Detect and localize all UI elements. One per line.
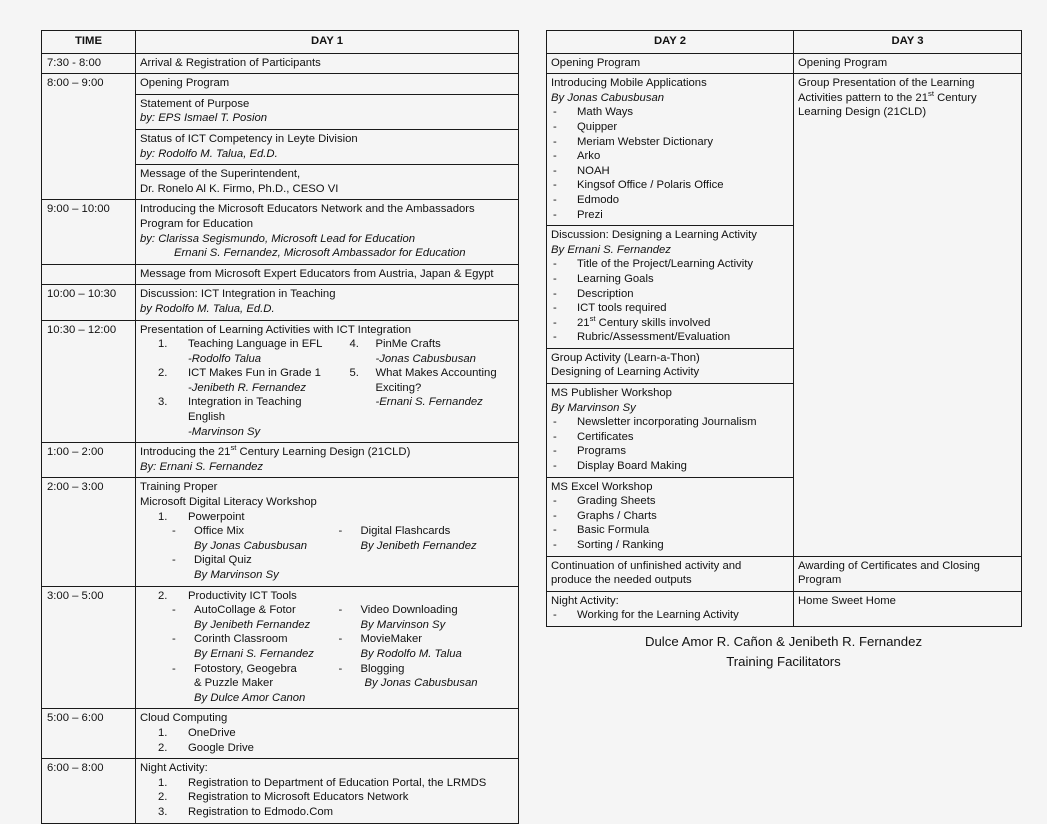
table-row <box>42 200 519 264</box>
activity-line: Presentation of Learning Activities with ICT Integration <box>140 323 412 336</box>
list-item <box>551 608 789 623</box>
list-item <box>551 149 789 164</box>
list-marker-dash: - <box>338 633 343 646</box>
list-text: ICT Makes Fun in Grade 1 <box>188 367 321 380</box>
two-column-group <box>140 524 514 582</box>
list-text: Description <box>577 287 634 300</box>
table-header-row <box>42 31 519 54</box>
activity-line: Microsoft Digital Literacy Workshop <box>140 496 317 509</box>
table-row <box>42 74 519 95</box>
list-item <box>140 790 514 805</box>
list-marker: 3. <box>158 396 168 409</box>
activity-text-pre: Activities pattern to the 21 <box>798 91 928 104</box>
list-item <box>551 301 789 316</box>
activity-cell <box>136 285 519 320</box>
activity-cell <box>136 478 519 586</box>
activity-cell <box>547 226 794 349</box>
list-text: Newsletter incorporating Journalism <box>577 416 757 429</box>
list-item-author: By Jonas Cabusbusan <box>364 677 478 690</box>
time-cell: 3:00 – 5:00 <box>42 586 136 709</box>
list-item <box>140 510 514 525</box>
list-item <box>551 313 789 331</box>
list-text: Registration to Microsoft Educators Network <box>188 791 409 804</box>
list-marker: 3. <box>158 805 168 818</box>
table-row <box>42 443 519 478</box>
activity-cell <box>136 264 519 285</box>
list-item <box>551 120 789 135</box>
activity-author: Ernani S. Fernandez, Microsoft Ambassador for Education <box>174 247 466 260</box>
column-right <box>334 524 514 553</box>
list-text: Quipper <box>577 120 618 133</box>
list-text: Prezi <box>577 208 603 221</box>
list-text: Digital Quiz <box>194 554 252 567</box>
list-item-author: By Marvinson Sy <box>194 569 279 581</box>
activity-cell <box>794 591 1022 626</box>
activity-line: Home Sweet Home <box>798 594 896 607</box>
list-text: MovieMaker <box>360 633 422 646</box>
list-text: Corinth Classroom <box>194 633 288 646</box>
table-row <box>547 74 1022 226</box>
list-item <box>551 430 789 445</box>
activity-line: Opening Program <box>798 56 888 69</box>
column-header-day1: DAY 1 <box>136 31 519 54</box>
list-item-author: By Rodolfo M. Talua <box>360 647 462 660</box>
list-item <box>551 272 789 287</box>
list-item-author: By Jonas Cabusbusan <box>194 539 308 552</box>
list-marker-dash: - <box>553 609 557 622</box>
list-marker-dash: - <box>553 316 557 329</box>
list-item <box>551 135 789 150</box>
list-item <box>334 662 514 677</box>
activity-cell <box>547 348 794 383</box>
column-header-time: TIME <box>42 31 136 54</box>
activity-cell <box>136 74 519 95</box>
activity-line: MS Publisher Workshop <box>551 387 672 400</box>
column-header-day2: DAY 2 <box>547 31 794 54</box>
activity-line: Discussion: Designing a Learning Activity <box>551 229 757 242</box>
activity-cell <box>136 759 519 823</box>
list-item <box>140 337 349 352</box>
activity-author: by: Rodolfo M. Talua, Ed.D. <box>140 147 278 160</box>
activity-author: by: Clarissa Segismundo, Microsoft Lead for Education <box>140 232 416 245</box>
list-marker: 2. <box>158 589 168 602</box>
activity-author: by Rodolfo M. Talua, Ed.D. <box>140 302 275 315</box>
list-item-author: -Ernani S. Fernandez <box>375 396 483 409</box>
list-item <box>140 662 334 677</box>
activity-cell <box>547 477 794 556</box>
list-marker-dash: - <box>553 331 557 344</box>
list-item <box>551 257 789 272</box>
column-left <box>140 337 349 439</box>
list-text: Math Ways <box>577 106 634 119</box>
activity-line: Opening Program <box>140 77 230 90</box>
list-marker-dash: - <box>172 554 176 567</box>
list-text: What Makes Accounting <box>375 367 497 380</box>
activity-line: Introducing Mobile Applications <box>551 77 707 90</box>
two-column-group <box>140 337 514 439</box>
activity-cell <box>547 556 794 591</box>
list-marker-dash: - <box>338 525 343 538</box>
two-column-group <box>140 603 514 705</box>
list-marker: 4. <box>349 338 359 351</box>
list-text: Fotostory, Geogebra <box>194 662 297 675</box>
list-text: PinMe Crafts <box>375 338 441 351</box>
list-item-author: By Jenibeth Fernandez <box>194 618 311 631</box>
time-cell: 10:30 – 12:00 <box>42 320 136 443</box>
activity-cell <box>794 556 1022 591</box>
list-item <box>140 776 514 791</box>
table-row <box>42 478 519 586</box>
activity-author: By Jonas Cabusbusan <box>551 91 665 104</box>
activity-text-pre: Introducing the 21 <box>140 446 231 459</box>
facilitator-role: Training Facilitators <box>726 654 841 669</box>
activity-cell <box>136 200 519 264</box>
day1-schedule-table <box>41 30 519 824</box>
list-text: Display Board Making <box>577 460 687 473</box>
activity-line: Awarding of Certificates and Closing <box>798 559 980 572</box>
list-marker-dash: - <box>553 524 557 537</box>
numbered-list <box>349 337 514 410</box>
list-text-continued: English <box>188 411 226 424</box>
list-text: Integration in Teaching <box>188 396 302 409</box>
activity-line: Dr. Ronelo Al K. Firmo, Ph.D., CESO VI <box>140 182 339 195</box>
list-item <box>551 509 789 524</box>
list-item <box>551 459 789 474</box>
list-marker: 1. <box>158 338 168 351</box>
list-item-author: -Jonas Cabusbusan <box>375 352 476 365</box>
table-row <box>547 556 1022 591</box>
list-item-author: -Marvinson Sy <box>188 425 261 438</box>
list-text: Grading Sheets <box>577 495 656 508</box>
list-text-continued: Exciting? <box>375 381 422 394</box>
list-marker-dash: - <box>553 302 557 315</box>
list-text: Video Downloading <box>360 604 458 617</box>
list-item <box>140 805 514 820</box>
list-text: OneDrive <box>188 726 236 739</box>
list-item-author: -Rodolfo Talua <box>188 352 262 365</box>
day2-day3-schedule-table <box>546 30 1022 627</box>
list-marker-dash: - <box>553 416 557 429</box>
activity-line: Statement of Purpose <box>140 97 250 110</box>
list-text: Digital Flashcards <box>360 525 451 538</box>
list-marker-dash: - <box>553 164 557 177</box>
list-item <box>551 164 789 179</box>
list-item <box>140 366 349 381</box>
list-text: Certificates <box>577 430 634 443</box>
column-left <box>140 603 334 705</box>
table-row <box>547 591 1022 626</box>
list-marker-dash: - <box>172 633 176 646</box>
activity-line: MS Excel Workshop <box>551 480 653 493</box>
list-item <box>140 553 334 568</box>
list-text: Office Mix <box>194 525 245 538</box>
list-item-author: By Dulce Amor Canon <box>194 691 306 704</box>
list-marker-dash: - <box>172 604 176 617</box>
list-item <box>140 741 514 756</box>
time-cell <box>42 264 136 285</box>
list-marker-dash: - <box>553 272 557 285</box>
list-item <box>551 538 789 553</box>
list-item-author: By Ernani S. Fernandez <box>194 647 314 660</box>
column-right <box>334 603 514 691</box>
list-item <box>140 632 334 647</box>
list-marker-dash: - <box>553 150 557 163</box>
list-item <box>551 523 789 538</box>
list-marker-dash: - <box>338 662 343 675</box>
time-cell: 9:00 – 10:00 <box>42 200 136 264</box>
activity-cell <box>136 53 519 74</box>
list-item <box>551 193 789 208</box>
activity-cell <box>136 709 519 759</box>
ordinal-suffix: st <box>928 89 934 99</box>
list-marker-dash: - <box>553 495 557 508</box>
time-cell: 10:00 – 10:30 <box>42 285 136 320</box>
time-cell: 2:00 – 3:00 <box>42 478 136 586</box>
table-row <box>42 53 519 74</box>
activity-line: Learning Design (21CLD) <box>798 106 927 119</box>
list-marker-dash: - <box>172 662 176 675</box>
activity-line: Program <box>798 574 842 587</box>
list-marker: 5. <box>349 367 359 380</box>
list-marker-dash: - <box>553 460 557 473</box>
list-item-author: -Jenibeth R. Fernandez <box>188 381 307 394</box>
activity-cell <box>136 165 519 200</box>
list-text: Title of the Project/Learning Activity <box>577 258 754 271</box>
list-item <box>551 208 789 223</box>
list-marker: 1. <box>158 776 168 789</box>
activity-line: Group Activity (Learn-a-Thon) <box>551 351 700 364</box>
activity-cell <box>136 94 519 129</box>
activity-line: Group Presentation of the Learning <box>798 77 975 90</box>
list-text <box>577 313 789 331</box>
list-text: Meriam Webster Dictionary <box>577 135 714 148</box>
list-marker-dash: - <box>553 539 557 551</box>
list-text: Google Drive <box>188 741 254 754</box>
time-cell: 1:00 – 2:00 <box>42 443 136 478</box>
activity-cell <box>794 53 1022 74</box>
list-marker-dash: - <box>553 193 557 206</box>
activity-cell <box>547 591 794 626</box>
time-cell: 5:00 – 6:00 <box>42 709 136 759</box>
table-row <box>42 759 519 823</box>
column-left <box>140 524 334 582</box>
list-text: Learning Goals <box>577 272 654 285</box>
activity-line: Introducing the Microsoft Educators Network and the Ambassadors <box>140 203 475 216</box>
list-text-pre: 21 <box>577 316 590 329</box>
list-marker-dash: - <box>553 106 557 119</box>
list-text: Working for the Learning Activity <box>577 609 739 622</box>
list-item-author: By Jenibeth Fernandez <box>360 539 477 552</box>
list-marker-dash: - <box>553 135 557 148</box>
list-marker-dash: - <box>553 509 557 522</box>
ordinal-suffix: st <box>589 313 596 323</box>
activity-cell <box>547 53 794 74</box>
activity-line: Night Activity: <box>140 762 208 775</box>
activity-author: By Ernani S. Fernandez <box>551 243 671 256</box>
table-row <box>42 709 519 759</box>
list-text: Basic Formula <box>577 524 650 537</box>
list-item <box>334 603 514 618</box>
list-item <box>551 494 789 509</box>
list-marker-dash: - <box>553 445 557 458</box>
activity-text-post: Century Learning Design (21CLD) <box>236 446 411 459</box>
activity-cell <box>547 384 794 478</box>
column-right <box>349 337 514 410</box>
activity-line: Status of ICT Competency in Leyte Division <box>140 132 358 145</box>
activity-text-post: Century <box>933 91 977 104</box>
list-marker: 2. <box>158 791 168 804</box>
activity-cell <box>136 129 519 164</box>
list-marker-dash: - <box>172 525 176 538</box>
time-cell: 7:30 - 8:00 <box>42 53 136 74</box>
ordinal-suffix: st <box>230 443 237 453</box>
list-marker: 2. <box>158 367 168 380</box>
activity-cell <box>794 74 1022 556</box>
list-text: Programs <box>577 445 626 458</box>
table-row <box>42 285 519 320</box>
list-item <box>334 524 514 539</box>
list-item <box>551 415 789 430</box>
list-item <box>349 366 514 381</box>
activity-cell <box>136 586 519 709</box>
list-item <box>140 589 514 604</box>
list-item <box>551 105 789 120</box>
activity-author: By Marvinson Sy <box>551 401 636 414</box>
activity-cell <box>547 74 794 226</box>
list-item <box>551 330 789 345</box>
numbered-list <box>140 337 349 439</box>
list-item <box>349 337 514 352</box>
list-marker-dash: - <box>553 430 557 443</box>
list-text: Teaching Language in EFL <box>188 338 323 351</box>
list-text: Registration to Edmodo.Com <box>188 805 334 818</box>
activity-cell <box>136 443 519 478</box>
activity-line: produce the needed outputs <box>551 574 692 587</box>
activity-line <box>798 91 1017 106</box>
activity-line: Continuation of unfinished activity and <box>551 559 742 572</box>
list-text: Arko <box>577 150 601 163</box>
list-text: Graphs / Charts <box>577 509 657 522</box>
list-marker-dash: - <box>553 287 557 300</box>
list-marker-dash: - <box>553 120 557 133</box>
activity-line: Designing of Learning Activity <box>551 366 700 379</box>
list-text: Edmodo <box>577 193 620 206</box>
list-text: Powerpoint <box>188 510 245 523</box>
activity-line: Cloud Computing <box>140 712 228 725</box>
list-item <box>551 444 789 459</box>
activity-line: Opening Program <box>551 56 641 69</box>
list-item <box>551 178 789 193</box>
list-text: Productivity ICT Tools <box>188 589 297 602</box>
activity-line: Training Proper <box>140 481 218 494</box>
list-marker: 1. <box>158 726 168 739</box>
activity-line: Message from Microsoft Expert Educators from Austria, Japan & Egypt <box>140 267 494 280</box>
activity-cell <box>136 320 519 443</box>
activity-line: Discussion: ICT Integration in Teaching <box>140 288 336 301</box>
list-item <box>551 287 789 302</box>
table-header-row <box>547 31 1022 54</box>
list-text: ICT tools required <box>577 302 667 315</box>
list-text-continued: & Puzzle Maker <box>194 677 274 690</box>
time-cell: 6:00 – 8:00 <box>42 759 136 823</box>
footer-signature <box>546 632 1021 672</box>
list-marker-dash: - <box>553 179 557 192</box>
list-marker: 2. <box>158 741 168 754</box>
table-row <box>42 586 519 709</box>
column-header-day3: DAY 3 <box>794 31 1022 54</box>
activity-author: By: Ernani S. Fernandez <box>140 460 264 473</box>
list-text: Blogging <box>360 662 405 675</box>
list-text: Kingsof Office / Polaris Office <box>577 179 724 192</box>
list-text-post: Century skills involved <box>595 316 711 329</box>
list-item-author: By Marvinson Sy <box>360 618 446 631</box>
activity-line: Program for Education <box>140 217 254 230</box>
list-marker: 1. <box>158 510 168 523</box>
table-row <box>547 53 1022 74</box>
time-cell: 8:00 – 9:00 <box>42 74 136 200</box>
list-item <box>140 726 514 741</box>
list-item <box>140 524 334 539</box>
list-marker-dash: - <box>553 258 557 271</box>
activity-line: Night Activity: <box>551 594 619 607</box>
activity-line <box>140 445 514 460</box>
activity-author: by: EPS Ismael T. Posion <box>140 112 268 125</box>
list-marker-dash: - <box>338 604 343 617</box>
table-row <box>42 264 519 285</box>
list-text: Registration to Department of Education Portal, the LRMDS <box>188 776 487 789</box>
table-row <box>42 320 519 443</box>
activity-line: Message of the Superintendent, <box>140 168 301 181</box>
list-item <box>140 395 349 410</box>
facilitator-names: Dulce Amor R. Cañon & Jenibeth R. Fernandez <box>644 634 923 649</box>
list-text: AutoCollage & Fotor <box>194 604 296 617</box>
activity-line: Arrival & Registration of Participants <box>140 56 321 69</box>
list-item <box>334 632 514 647</box>
list-text: Sorting / Ranking <box>577 539 664 551</box>
list-item <box>140 603 334 618</box>
list-text: NOAH <box>577 164 610 177</box>
list-text: Rubric/Assessment/Evaluation <box>577 331 731 344</box>
list-marker-dash: - <box>553 208 557 221</box>
